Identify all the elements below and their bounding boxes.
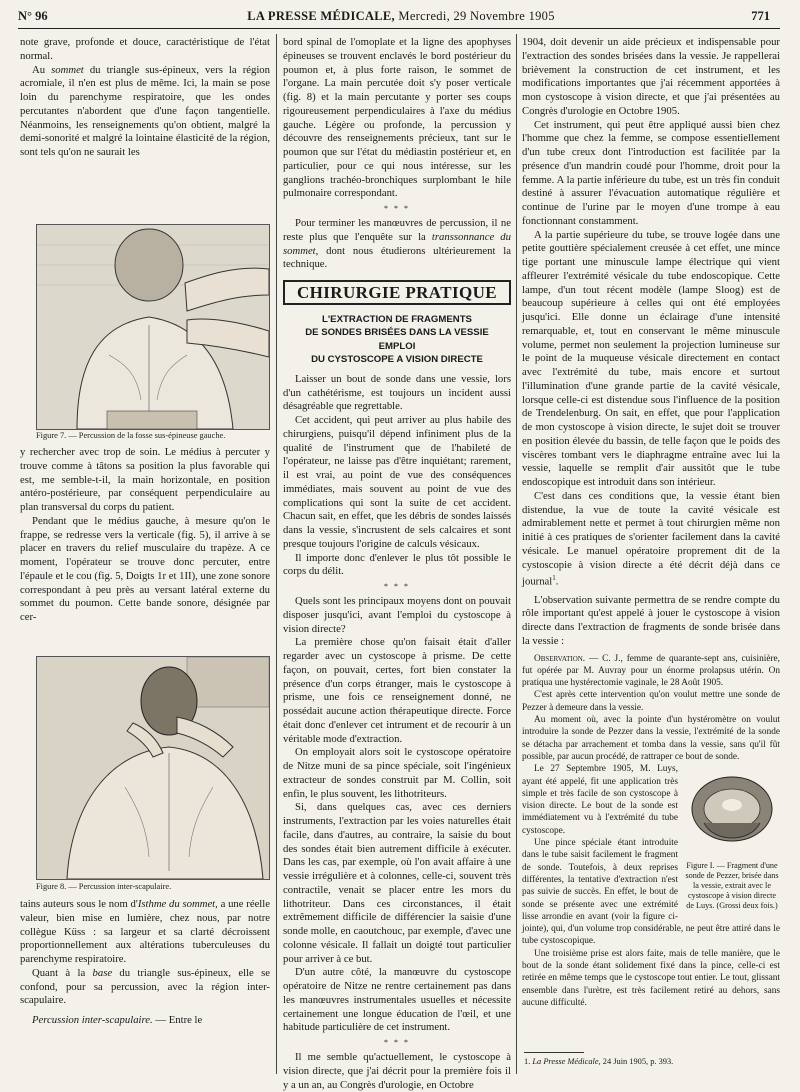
column-1-bottom [20,898,270,1028]
interscapular-percussion-illustration [37,657,269,879]
running-header [18,4,784,28]
paragraph: A la partie supérieure du tube, se trouve logée dans une petite gouttière spécialement creusée à cet effet, une mince tige portant une minuscule lampe électrique qui vient affleurer l'extrémité vésicale du tube endoscopique. Cette lampe, d'un tout récent modèle (lampe Sloog) est de beaucoup supérieure à celles qui ont été employées jusqu'ici. Elle donne un éclairage d'une intensité remarquable, et, tout en conservant le même minuscule volume, permet non seulement la projection lumineuse sur le point de la muqueuse vésicale directement en contact avec l'extrémité du tube, mais encore et surtout l'illumination d'une grande partie de la cavité vésicale, lorsque celle-ci est distendue sous l'influence de la position de Trendelenburg. On sait, en effet, que pour l'application de mon cystoscope à vision directe, le sujet doit se trouver en position élevée du bassin, de telle façon que le poids des viscères tombant vers le diaphragme entraîne avec lui la vessie, laquelle se remplit d'air aussitôt que le tube endoscopique est introduit dans son intérieur. [522,228,780,488]
paragraph: tains auteurs sous le nom d'Isthme du sommet, a une réelle valeur, bien mise en lumière, chez nous, par notre collègue Küss : sa largeur et sa clarté décroissent proportionnellement aux altérations tuberculeuses du parenchyme respiratoire. [20,898,270,965]
issue-date: Mercredi, 29 Novembre 1905 [398,9,555,23]
paragraph: Cet instrument, qui peut être appliqué aussi bien chez l'homme que chez la femme, se compose essentiellement d'un tube creux dont l'introduction est facilitée par la présence d'un mandrin coudé pour l'homme, droit pour la femme. A la partie inférieure du tube, est un très fin conduit destiné à assurer l'évacuation automatique régulière et continue de l'urine par le moyen d'une trompe à eau fonctionnant constamment. [522,118,780,227]
observation-paragraph: Observation. — C. J., femme de quarante-sept ans, cuisinière, fut opérée par M. Auvray pour un énorme prolapsus utérin. On pratiqua une hystérectomie vaginale, le 28 Août 1905. [522,653,780,689]
paragraph: La première chose qu'on faisait était d'aller regarder avec un cystoscope à prisme. De cette façon, on pouvait, certes, fort bien constater la présence d'un corps étranger, mais le cystoscope à prisme, une fois ce renseignement donné, ne possédait aucune action thérapeutique directe. Force était donc d'enlever cet intrument et de recourir à un véritable mode d'extraction. [283,636,511,745]
observation-paragraph: Une troisième prise est alors faite, mais de telle manière, que le bout de la sonde étant solidement fixé dans la pince, celle-ci est retirée en même temps que le cystoscope tout entier. Le tout, glissant ensemble dans l'urètre, est très facilement retiré au dehors, sans aucune difficulté. [522,948,780,1008]
observation-paragraph: Au moment où, avec la pointe d'un hystéromètre on voulut introduire la sonde de Pezzer dans la vessie, l'extrémité de la sonde se détacha par arrachement et tomba dans la vessie, sans qu'il fût possible, par aucun procédé, de rattraper ce bout de sonde. [522,715,780,762]
article-subtitle: L'EXTRACTION DE FRAGMENTS DE SONDES BRISÉES DANS LA VESSIE EMPLOI DU CYSTOSCOPE A VISION DIRECTE [305,313,489,366]
column-rule-2 [516,34,517,1074]
observation [522,653,780,1010]
paragraph: Laisser un bout de sonde dans une vessie, lors d'un cathétérisme, est toujours un incident aussi désagréable que regrettable. [283,372,511,413]
figure-7-caption: Figure 7. — Percussion de la fosse sus-épineuse gauche. [36,431,226,440]
header-rule [18,28,780,29]
sonde-fragment-illustration [684,763,780,859]
observation-paragraph: C'est après cette intervention qu'on voulut mettre une sonde de Pezzer à demeure dans la vessie. [522,690,780,713]
journal-name: LA PRESSE MÉDICALE, [247,9,395,23]
journal-title [18,9,784,24]
observation-paragraph: Une pince spéciale étant introduite dans le tube saisit facilement le fragment de sonde. Toutefois, à deux reprises différentes, la tentative d'extraction n'est pas suivie de succès. En effet, le bout de sonde se présente avec une extrémité lisse arrondie en avant (voir la figure ci-jointe), qui, d'un volume trop considérable, ne peut être attiré dans le tube cystoscopique. [522,838,780,947]
observation-paragraph: Le 27 Septembre 1905, M. Luys, ayant été appelé, fit une application très simple et très facile de son cystoscope à vision directe. Le bout de la sonde est immédiatement vu à l'extrémité du tube cystoscope. [522,764,678,836]
column-rule-1 [276,34,277,1074]
paragraph: Percussion inter-scapulaire. — Entre le [32,1014,203,1026]
paragraph: On employait alors soit le cystoscope opératoire de Nitze muni de sa pince spéciale, soit l'ingénieux extracteur de sondes construit par M. Collin, soit enfin, le plus souvent, les lithotriteurs. [283,746,511,800]
paragraph: Pour terminer les manœuvres de percussion, il ne reste plus que l'enquête sur la transsonnance du sommet, dont nous étudierons ultérieurement la technique. [283,217,511,271]
paragraph: Il me semble qu'actuellement, le cystoscope à vision directe, que j'ai décrit pour la première fois il y a un an, au Congrès d'urologie, en Octobre [283,1051,511,1091]
separator-stars: * * * [384,1038,410,1047]
issue-number: N° 96 [18,9,48,23]
paragraph: Il importe donc d'enlever le plus tôt possible le corps du délit. [283,551,511,578]
figure-1-caption: Figure I. — Fragment d'une sonde de Pezzer, brisée dans la vessie, extrait avec le cystoscope à vision directe de Luys. (Grossi deux fois.) [685,861,779,911]
footnote-rule [524,1052,584,1053]
paragraph: Quant à la base du triangle sus-épineux, elle se confond, pour sa percussion, avec la région inter-scapulaire. [20,966,270,1007]
paragraph: note grave, profonde et douce, caractéristique de l'état normal. [20,36,270,62]
paragraph: Si, dans quelques cas, avec ces derniers instruments, l'extraction par les voies naturelles était facile, dans d'autres, au contraire, la saisie du bout des sondes était bien autrement difficile à exécuter. Dans les cas, par exemple, où l'on avait affaire à une vessie irrégulière et à colonnes, celle-ci, souvent très contractile, venait se placer entre les mors du lithotriteur. Dans ces circonstances, il était extrêmement difficile de différencier la saisie d'une sonde molle, en caoutchouc, par exemple, d'avec une colonne vésicale. Il fallait un doigté tout particulier pour arriver à ce but. [283,801,511,965]
figure-8-illustration [36,656,270,880]
footnote: 1. La Presse Médicale, 24 Juin 1905, p. 393. [524,1057,674,1066]
paragraph: Quels sont les principaux moyens dont on pouvait disposer jusqu'ici, avant l'emploi du cystoscope à vision directe? [283,595,511,635]
paragraph: bord spinal de l'omoplate et la ligne des apophyses épineuses se trouvent enclavés le bord postérieur du poumon et, à plus forte raison, le sommet de l'organe. La main percutée doit s'y poser verticale (fig. 8) et la main percutante y porter ses coups rigoureusement perpendiculaires à l'axe du médius gauche. Légère ou profonde, la percussion y découvre des renseignements précieux, tant sur le poumon que sur l'état du médiastin postérieur et, en particulier, pour ce qui nous intéresse, sur les ganglions trachéo-bronchiques surplombant le hile pulmonaire correspondant. [283,36,511,200]
column-2 [283,36,511,1092]
column-1 [20,36,270,160]
figure-1-box [684,763,780,913]
percussion-back-illustration [37,225,269,429]
figure-8-caption: Figure 8. — Percussion inter-scapulaire. [36,882,172,891]
separator-stars: * * * [384,204,410,213]
section-heading: CHIRURGIE PRATIQUE [283,280,511,305]
paragraph: 1904, doit devenir un aide précieux et indispensable pour l'extraction des sondes brisées dans la vessie. Je rappellerai brièvement la construction de cet instrument, et les modifications importantes que j'ai récemment apportées à mon cystoscope à vision directe, et que j'ai présentées au Congrès d'urologie en Octobre 1905. [522,36,780,117]
paragraph: L'observation suivante permettra de se rendre compte du rôle important qu'est appelé à jouer le cystoscope à vision directe dans l'extraction de fragments de sonde brisée dans la vessie : [522,593,780,647]
separator-stars: * * * [384,582,410,591]
column-3 [522,36,780,1009]
paragraph: Cet accident, qui peut arriver au plus habile des chirurgiens, puisqu'il dépend infiniment plus de la qualité de l'instrument que de l'habileté de l'opérateur, ne laisse pas d'être inquiétant; rarement, il est vrai, au point de vue des conséquences immédiates, mais souvent au point de vue des complications qui sont la suite de cet accident. Chacun sait, en effet, que les débris de sondes laissés dans la vessie, s'incrustent de sels calcaires et sont presque toujours l'origine de calculs vésicaux. [283,414,511,550]
paragraph: Au sommet du triangle sus-épineux, vers la région acromiale, il n'en est plus de même. Ici, la main se pose loin du parenchyme respiratoire, que les ondes percutantes n'abordent que d'une façon tangentielle. Néanmoins, les renseignements qu'on obtient, malgré la demi-sonorité et malgré la lointaine élasticité de la région, sont tels qu'on ne saurait les [20,63,270,158]
paragraph: Pendant que le médius gauche, à mesure qu'on le frappe, se redresse vers la verticale (fig. 5), il arrive à se placer en travers du relief musculaire du trapèze. A ce moment, l'opérateur se trouve donc percuter, entre l'épaule et le cou (fig. 5, Doigts 1r et 1II), une zone sonore correspondant à peu près au versant latéral externe du sommet du poumon. Cette bande sonore, désignée par cer- [20,514,270,623]
figure-7-illustration [36,224,270,430]
page-number: 771 [751,9,770,23]
paragraph: D'un autre côté, la manœuvre du cystoscope opératoire de Nitze ne rentre certainement pas dans les manœuvres instrumentales usuelles et nécessite certainement une longue éducation de l'œil, et une habitude particulière de cet instrument. [283,966,511,1034]
paragraph: y rechercher avec trop de soin. Le médius à percuter y trouve comme à tâtons sa position la plus favorable qui est, me semble-t-il, la main horizontale, en position antéro-postérieure, par conséquent perpendiculaire au plan transversal du corps du patient. [20,446,270,513]
column-1-middle [20,446,270,625]
paragraph: C'est dans ces conditions que, la vessie étant bien distendue, la vue de toute la cavité vésicale est admirablement nette et permet à tout chirurgien même non initié à ces pratiques de s'orienter facilement dans la cavité vésicale. Le manuel opératoire proprement dit de la cystoscopie à vision directe a été décrit déjà dans ce journal$^1$. [522,489,780,588]
